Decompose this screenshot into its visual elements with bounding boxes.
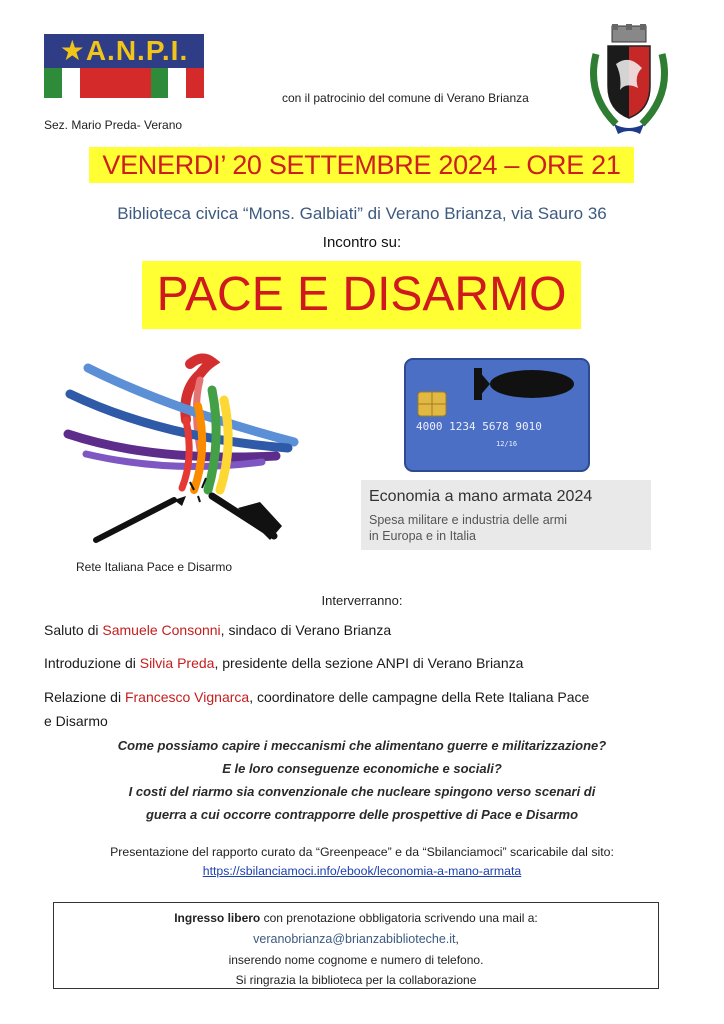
- info-line: Ingresso libero con prenotazione obbligatoria scrivendo una mail a:: [174, 911, 538, 925]
- meeting-intro: Incontro su:: [322, 234, 402, 251]
- speaker-name: Samuele Consonni: [102, 622, 221, 638]
- event-title: PACE E DISARMO: [142, 261, 581, 329]
- info-line: inserendo nome cognome e numero di telefono.: [228, 953, 484, 967]
- event-date-time: VENERDI’ 20 SETTEMBRE 2024 – ORE 21: [89, 147, 634, 183]
- credit-card-bomb-icon: [404, 358, 614, 474]
- report-title: Economia a mano armata 2024: [369, 488, 593, 505]
- free-entry-label: Ingresso libero: [174, 911, 261, 925]
- speaker-line: Relazione di Francesco Vignarca, coordinatore delle campagne della Rete Italiana Pace: [44, 689, 590, 705]
- section-label: Sez. Mario Preda- Verano: [44, 118, 183, 132]
- event-venue: Biblioteca civica “Mons. Galbiati” di Verano Brianza, via Sauro 36: [117, 204, 607, 223]
- speaker-name: Francesco Vignarca: [124, 689, 250, 705]
- speaker-line-continuation: e Disarmo: [44, 713, 108, 729]
- report-link[interactable]: https://sbilanciamoci.info/ebook/leconomia-a-mano-armata: [202, 864, 522, 878]
- speaker-line: Saluto di Samuele Consonni, sindaco di Verano Brianza: [44, 622, 392, 638]
- report-banner: [361, 480, 651, 550]
- report-subtitle-1: Spesa militare e industria delle armi: [369, 513, 568, 527]
- question-line: guerra a cui occorre contrapporre delle prospettive di Pace e Disarmo: [145, 807, 579, 822]
- speakers-heading: Interverranno:: [321, 593, 403, 608]
- question-line: Come possiamo capire i meccanismi che alimentano guerre e militarizzazione?: [117, 738, 607, 753]
- speaker-name: Silvia Preda: [139, 655, 215, 671]
- question-line: I costi del riarmo sia convenzionale che nucleare spingono verso scenari di: [128, 784, 596, 799]
- comune-crest-icon: [586, 24, 672, 136]
- speaker-line: Introduzione di Silvia Preda, presidente della sezione ANPI di Verano Brianza: [44, 655, 524, 671]
- question-line: E le loro conseguenze economiche e sociali?: [222, 761, 502, 776]
- info-box: [53, 902, 659, 989]
- anpi-logo-text: ★A.N.P.I.: [59, 35, 189, 66]
- info-line: Si ringrazia la biblioteca per la collaborazione: [235, 973, 477, 987]
- patronage-text: con il patrocinio del comune di Verano Brianza: [282, 91, 529, 105]
- presentation-text: Presentazione del rapporto curato da “Greenpeace” e da “Sbilanciamoci” scaricabile dal sito:: [110, 845, 614, 859]
- report-subtitle-2: in Europa e in Italia: [369, 529, 477, 543]
- anpi-logo: [44, 34, 204, 98]
- peace-dove-logo: [62, 350, 302, 555]
- email-link[interactable]: veranobrianza@brianzabiblioteche.it: [253, 932, 456, 946]
- card-number: 4000 1234 5678 9010: [416, 420, 542, 433]
- card-expiry: 12/16: [496, 440, 518, 448]
- rete-label: Rete Italiana Pace e Disarmo: [76, 560, 233, 574]
- info-line: veranobrianza@brianzabiblioteche.it,: [253, 932, 459, 946]
